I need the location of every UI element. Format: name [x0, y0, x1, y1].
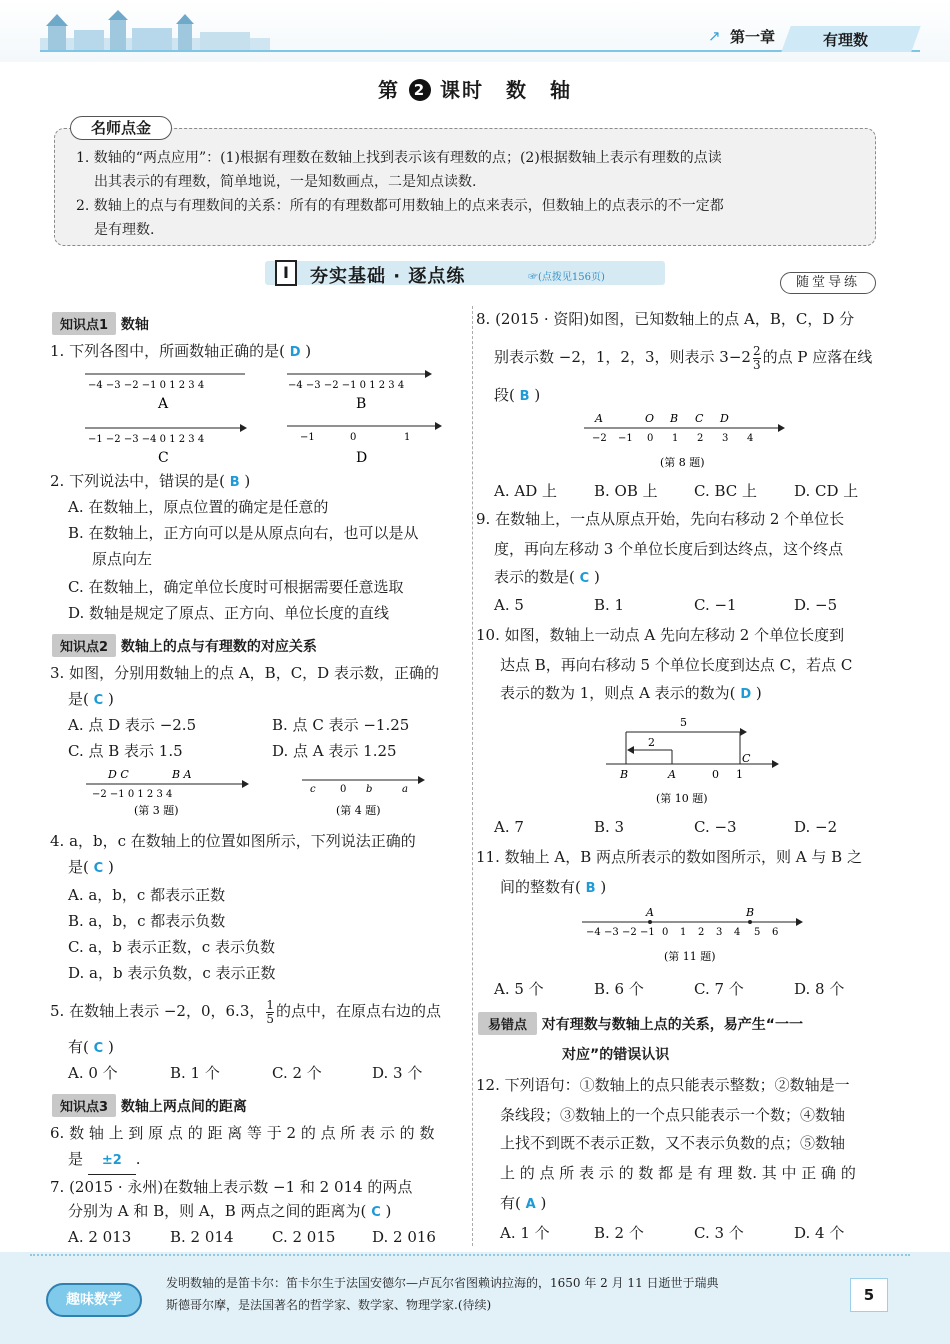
- q8-tick-5: 2: [697, 433, 704, 444]
- q10-figure: [604, 712, 784, 808]
- q5-option-a: A. 0 个: [68, 1064, 118, 1082]
- q2-option-d: D. 数轴是规定了原点、正方向、单位长度的直线: [68, 604, 390, 622]
- q8-option-b: B. OB 上: [594, 482, 658, 500]
- q8-tick-1: −2: [592, 433, 607, 444]
- q11-arrow: [796, 918, 803, 926]
- q10-caption: (第 10 题): [656, 792, 708, 805]
- footer-line-2: 斯德哥尔摩，是法国著名的哲学家、数学家、物理学家.(待续): [166, 1298, 492, 1312]
- q9-answer: C: [579, 571, 590, 586]
- q5-stem-1: [50, 998, 441, 1026]
- q4-answer: C: [93, 861, 104, 876]
- q10-option-d: D. −2: [794, 818, 838, 836]
- column-divider: [472, 306, 473, 1246]
- q3-ticks: −2 −1 0 1 2 3 4: [92, 789, 173, 800]
- q8-stem-3-text: 段(: [494, 386, 515, 404]
- q12-option-b: B. 2 个: [594, 1224, 644, 1242]
- q8-option-d: D. CD 上: [794, 482, 859, 500]
- q8-stem-2-end: 的点 P 应落在线: [762, 348, 873, 366]
- footer-line-1: 发明数轴的是笛卡尔：笛卡尔生于法国安德尔—卢瓦尔省图赖讷拉海的，1650 年 2 月 11 日逝世于瑞典: [166, 1276, 719, 1290]
- q8-stem-3: 段( B ): [494, 386, 541, 404]
- arrow-icon: ↗: [708, 27, 721, 45]
- q10-label-2: 2: [648, 736, 655, 749]
- q10-option-a: A. 7: [494, 818, 524, 836]
- q9-stem-3: 表示的数是( C ): [494, 568, 600, 586]
- castle-illustration: [40, 10, 270, 54]
- q11-stem-2-text: 间的整数有(: [500, 878, 581, 896]
- q11-option-b: B. 6 个: [594, 980, 644, 998]
- tip-label: 名师点金: [70, 116, 172, 140]
- q4-point-c: c: [310, 784, 316, 795]
- q1a-label: A: [158, 396, 169, 412]
- q4-stem-2-text: 是(: [68, 858, 89, 876]
- q8-point-a: A: [595, 412, 603, 425]
- q10-point-a: A: [668, 768, 676, 781]
- q9-option-c: C. −1: [694, 596, 737, 614]
- q8-tick-3: 0: [647, 433, 654, 444]
- tip-line-4: 是有理数.: [94, 222, 155, 238]
- q3-option-d: D. 点 A 表示 1.25: [272, 742, 397, 760]
- error-tag: 易错点: [478, 1012, 537, 1035]
- q8-stem-2: [494, 344, 872, 372]
- tip-line-3: 2. 数轴上的点与有理数间的关系：所有的有理数都可用数轴上的点来表示，但数轴上的点表示的不一定都: [76, 198, 724, 214]
- q12-line-1: 12. 下列语句：①数轴上的点只能表示整数；②数轴是一: [476, 1076, 850, 1094]
- q9-option-a: A. 5: [494, 596, 524, 614]
- q2-stem: 2. 下列说法中，错误的是( B ): [50, 472, 251, 490]
- error-title-1: 对有理数与数轴上点的关系，易产生“一一: [541, 1017, 803, 1033]
- q2-option-a: A. 在数轴上，原点位置的确定是任意的: [68, 498, 329, 516]
- q3-option-a: A. 点 D 表示 −2.5: [68, 716, 197, 734]
- q8-tick-2: −1: [618, 433, 633, 444]
- q11-caption: (第 11 题): [664, 950, 716, 963]
- page-number: 5: [850, 1278, 888, 1312]
- q3-caption: (第 3 题): [134, 804, 179, 817]
- q3-arrow: [242, 780, 249, 788]
- q8-figure: [580, 410, 790, 472]
- q3-points-dc: D C: [108, 768, 129, 781]
- q1d-tick-1: −1: [300, 432, 315, 443]
- kp3-tag: 知识点3: [52, 1094, 116, 1117]
- q1a-ticks: −4 −3 −2 −1 0 1 2 3 4: [88, 380, 205, 391]
- fun-math-badge: 趣味数学: [46, 1283, 142, 1317]
- q11-stem-1: 11. 数轴上 A，B 两点所表示的数如图所示，则 A 与 B 之: [476, 848, 862, 866]
- q1-stem-text: 1. 下列各图中，所画数轴正确的是(: [50, 342, 285, 360]
- q12-stem-end-text: 有(: [500, 1194, 521, 1212]
- q10-point-b: B: [620, 768, 629, 781]
- q7-option-b: B. 2 014: [170, 1228, 234, 1246]
- q10-stem-1: 10. 如图，数轴上一动点 A 先向左移动 2 个单位长度到: [476, 626, 845, 644]
- q9-stem-2: 度，再向左移动 3 个单位长度后到达终点，这个终点: [494, 540, 844, 558]
- page-title: [0, 74, 950, 103]
- q5-fraction: [266, 999, 274, 1026]
- q4-point-b: b: [366, 784, 373, 795]
- q5-frac-num: 1: [266, 997, 274, 1012]
- q10-answer: D: [740, 687, 752, 702]
- q1b-label: B: [356, 396, 367, 412]
- q11-tick-11: 6: [772, 927, 779, 938]
- q11-point-b: B: [746, 906, 755, 919]
- q8-arrow: [778, 424, 785, 432]
- q11-answer: B: [585, 881, 596, 896]
- q9-option-d: D. −5: [794, 596, 838, 614]
- q7-stem-1: 7. (2015 · 永州)在数轴上表示数 −1 和 2 014 的两点: [50, 1178, 413, 1196]
- kp3-header: [52, 1094, 247, 1117]
- q12-line-3: 上找不到既不表示正数，又不表示负数的点；⑤数轴: [500, 1134, 846, 1152]
- q4-option-c: C. a，b 表示正数，c 表示负数: [68, 938, 275, 956]
- q8-fraction: [753, 345, 761, 372]
- q11-tick-9: 4: [734, 927, 741, 938]
- kp3-title: 数轴上两点间的距离: [120, 1099, 247, 1115]
- q4-option-d: D. a，b 表示负数，c 表示正数: [68, 964, 276, 982]
- q6-stem-2-text: 是: [68, 1150, 84, 1168]
- q4-option-b: B. a，b，c 都表示负数: [68, 912, 226, 930]
- q1-answer: D: [289, 345, 301, 360]
- q10-point-0: 0: [712, 768, 719, 781]
- q7-option-a: A. 2 013: [68, 1228, 132, 1246]
- topic-label: 有理数: [823, 31, 869, 49]
- q1b-arrow: [425, 370, 432, 378]
- q1-figures: [80, 368, 450, 468]
- q6-answer: ±2: [101, 1153, 122, 1168]
- q4-option-a: A. a，b，c 都表示正数: [68, 886, 226, 904]
- section-badge: I: [275, 260, 297, 286]
- q4-point-0: 0: [340, 784, 347, 795]
- q4-caption: (第 4 题): [336, 804, 381, 817]
- q9-stem-1: 9. 在数轴上，一点从原点开始，先向右移动 2 个单位长: [476, 510, 845, 528]
- q12-option-d: D. 4 个: [794, 1224, 845, 1242]
- q8-caption: (第 8 题): [660, 456, 705, 469]
- q3-stem-2-text: 是(: [68, 690, 89, 708]
- q10-point-c: C: [742, 752, 751, 765]
- q11-figure: [578, 904, 808, 966]
- q5-option-b: B. 1 个: [170, 1064, 220, 1082]
- q12-stem-end: 有( A ): [500, 1194, 547, 1212]
- title-rest: 课时 数 轴: [439, 78, 572, 102]
- q2-option-c: C. 在数轴上，确定单位长度时可根据需要任意选取: [68, 578, 404, 596]
- q6-end: .: [135, 1150, 141, 1168]
- q2-stem-text: 2. 下列说法中，错误的是(: [50, 472, 225, 490]
- q11-option-c: C. 7 个: [694, 980, 744, 998]
- q9-option-b: B. 1: [594, 596, 625, 614]
- q10-option-c: C. −3: [694, 818, 737, 836]
- q6-stem-1: 6. 数 轴 上 到 原 点 的 距 离 等 于 2 的 点 所 表 示 的 数: [50, 1124, 435, 1142]
- q1d-arrow: [435, 422, 442, 430]
- q8-answer: B: [519, 389, 530, 404]
- q11-tick-3: −2: [622, 927, 637, 938]
- q4-stem-2: 是( C ): [68, 858, 114, 876]
- guide-badge: 随堂导练: [780, 272, 876, 294]
- q3-answer: C: [93, 693, 104, 708]
- q6-stem-2: [68, 1146, 141, 1175]
- q8-tick-4: 1: [672, 433, 679, 444]
- footer-divider: [30, 1254, 910, 1256]
- q11-tick-6: 1: [680, 927, 687, 938]
- q11-point-a: A: [646, 906, 654, 919]
- q5-option-d: D. 3 个: [372, 1064, 423, 1082]
- q10-stem-3: 表示的数为 1，则点 A 表示的数为( D ): [500, 684, 762, 702]
- q8-stem-2-text: 别表示数 −2，1，2，3，则表示 3−2: [494, 348, 751, 366]
- q8-option-c: C. BC 上: [694, 482, 758, 500]
- q1c-label: C: [158, 450, 169, 466]
- q2-option-b: B. 在数轴上，正方向可以是从原点向右，也可以是从: [68, 524, 419, 542]
- q11-tick-8: 3: [716, 927, 723, 938]
- q2-option-b-cont: 原点向左: [92, 550, 153, 568]
- tip-line-1: 1. 数轴的“两点应用”：(1)根据有理数在数轴上找到表示该有理数的点；(2)根据数轴上表示有理数的点读: [76, 150, 722, 166]
- q11-option-a: A. 5 个: [494, 980, 544, 998]
- chapter-label: 第一章: [730, 28, 776, 46]
- section-ref: ☞(点拨见156页): [528, 272, 605, 283]
- kp2-title: 数轴上的点与有理数的对应关系: [120, 639, 317, 655]
- kp2-tag: 知识点2: [52, 634, 116, 657]
- q4-arrow: [418, 776, 425, 784]
- q3-stem-2: 是( C ): [68, 690, 114, 708]
- q7-option-d: D. 2 016: [372, 1228, 436, 1246]
- q12-option-c: C. 3 个: [694, 1224, 744, 1242]
- q10-arrow-5-head: [740, 728, 747, 736]
- q7-stem-2: 分别为 A 和 B，则 A，B 两点之间的距离为( C ): [68, 1202, 392, 1220]
- q8-point-b: B: [670, 412, 679, 425]
- q7-option-c: C. 2 015: [272, 1228, 336, 1246]
- q1d-tick-2: 0: [350, 432, 357, 443]
- q9-stem-3-text: 表示的数是(: [494, 568, 575, 586]
- q5-stem-1-text: 5. 在数轴上表示 −2，0，6.3，: [50, 1002, 265, 1020]
- q1c-ticks: −1 −2 −3 −4 0 1 2 3 4: [88, 434, 205, 445]
- q11-tick-7: 2: [698, 927, 705, 938]
- section-title: 夯实基础 · 逐点练: [310, 266, 466, 287]
- tip-line-2: 出其表示的有理数，简单地说，一是知数画点，二是知点读数.: [94, 174, 477, 190]
- q6-answer-blank: [88, 1146, 136, 1175]
- q7-stem-2-text: 分别为 A 和 B，则 A，B 两点之间的距离为(: [68, 1202, 367, 1220]
- q2-answer: B: [229, 475, 240, 490]
- q12-line-4: 上 的 点 所 表 示 的 数 都 是 有 理 数. 其 中 正 确 的: [500, 1164, 856, 1182]
- q1-stem: 1. 下列各图中，所画数轴正确的是( D ): [50, 342, 312, 360]
- q10-axis-arrow: [772, 760, 779, 768]
- q3-q4-figures: [82, 766, 452, 822]
- q10-arrow-2-head: [627, 746, 634, 754]
- q10-stem-3-text: 表示的数为 1，则点 A 表示的数为(: [500, 684, 736, 702]
- q4-stem-1: 4. a，b，c 在数轴上的位置如图所示，下列说法正确的: [50, 832, 416, 850]
- q8-point-d: D: [720, 412, 729, 425]
- q11-tick-5: 0: [662, 927, 669, 938]
- kp1-header: [52, 312, 149, 335]
- q12-line-2: 条线段；③数轴上的一个点只能表示一个数；④数轴: [500, 1106, 846, 1124]
- q8-option-a: A. AD 上: [494, 482, 557, 500]
- q5-answer: C: [93, 1041, 104, 1056]
- q11-tick-10: 5: [754, 927, 761, 938]
- q5-option-c: C. 2 个: [272, 1064, 322, 1082]
- q10-stem-2: 达点 B，再向右移动 5 个单位长度到达点 C，若点 C: [500, 656, 853, 674]
- q1d-tick-3: 1: [404, 432, 411, 443]
- q11-tick-4: −1: [640, 927, 655, 938]
- q5-stem-2: 有( C ): [68, 1038, 114, 1056]
- q5-frac-den: 5: [266, 1011, 274, 1026]
- q1b-ticks: −4 −3 −2 −1 0 1 2 3 4: [288, 380, 405, 391]
- q3-option-c: C. 点 B 表示 1.5: [68, 742, 183, 760]
- lesson-number-badge: 2: [409, 79, 431, 101]
- q10-label-5: 5: [680, 716, 687, 729]
- q3-stem-1: 3. 如图，分别用数轴上的点 A，B，C，D 表示数，正确的: [50, 664, 439, 682]
- error-title-2: 对应”的错误认识: [562, 1047, 670, 1063]
- kp1-tag: 知识点1: [52, 312, 116, 335]
- q8-tick-7: 4: [747, 433, 754, 444]
- q10-option-b: B. 3: [594, 818, 625, 836]
- kp2-header: [52, 634, 317, 657]
- q3-option-b: B. 点 C 表示 −1.25: [272, 716, 410, 734]
- q11-tick-1: −4: [586, 927, 601, 938]
- q12-option-a: A. 1 个: [500, 1224, 550, 1242]
- q11-tick-2: −3: [604, 927, 619, 938]
- q8-frac-den: 3: [752, 357, 761, 372]
- q11-stem-2: 间的整数有( B ): [500, 878, 607, 896]
- q4-point-a: a: [402, 784, 408, 795]
- q8-point-c: C: [695, 412, 704, 425]
- q8-frac-num: 2: [752, 343, 761, 358]
- q1c-arrow: [240, 424, 247, 432]
- q5-stem-2-text: 有(: [68, 1038, 89, 1056]
- q8-tick-6: 3: [722, 433, 729, 444]
- q8-stem-1: 8. (2015 · 资阳)如图，已知数轴上的点 A，B，C，D 分: [476, 310, 855, 328]
- error-point-header: [478, 1012, 803, 1035]
- q3-points-ba: B A: [172, 768, 192, 781]
- q5-stem-1-end: 的点中，在原点右边的点: [276, 1002, 442, 1020]
- q10-point-1: 1: [736, 768, 743, 781]
- q1d-label: D: [356, 450, 368, 466]
- kp1-title: 数轴: [120, 317, 149, 333]
- q8-point-o: O: [645, 412, 655, 425]
- q12-answer: A: [525, 1197, 536, 1212]
- q7-answer: C: [371, 1205, 381, 1220]
- title-prefix: 第: [378, 78, 401, 102]
- q11-option-d: D. 8 个: [794, 980, 845, 998]
